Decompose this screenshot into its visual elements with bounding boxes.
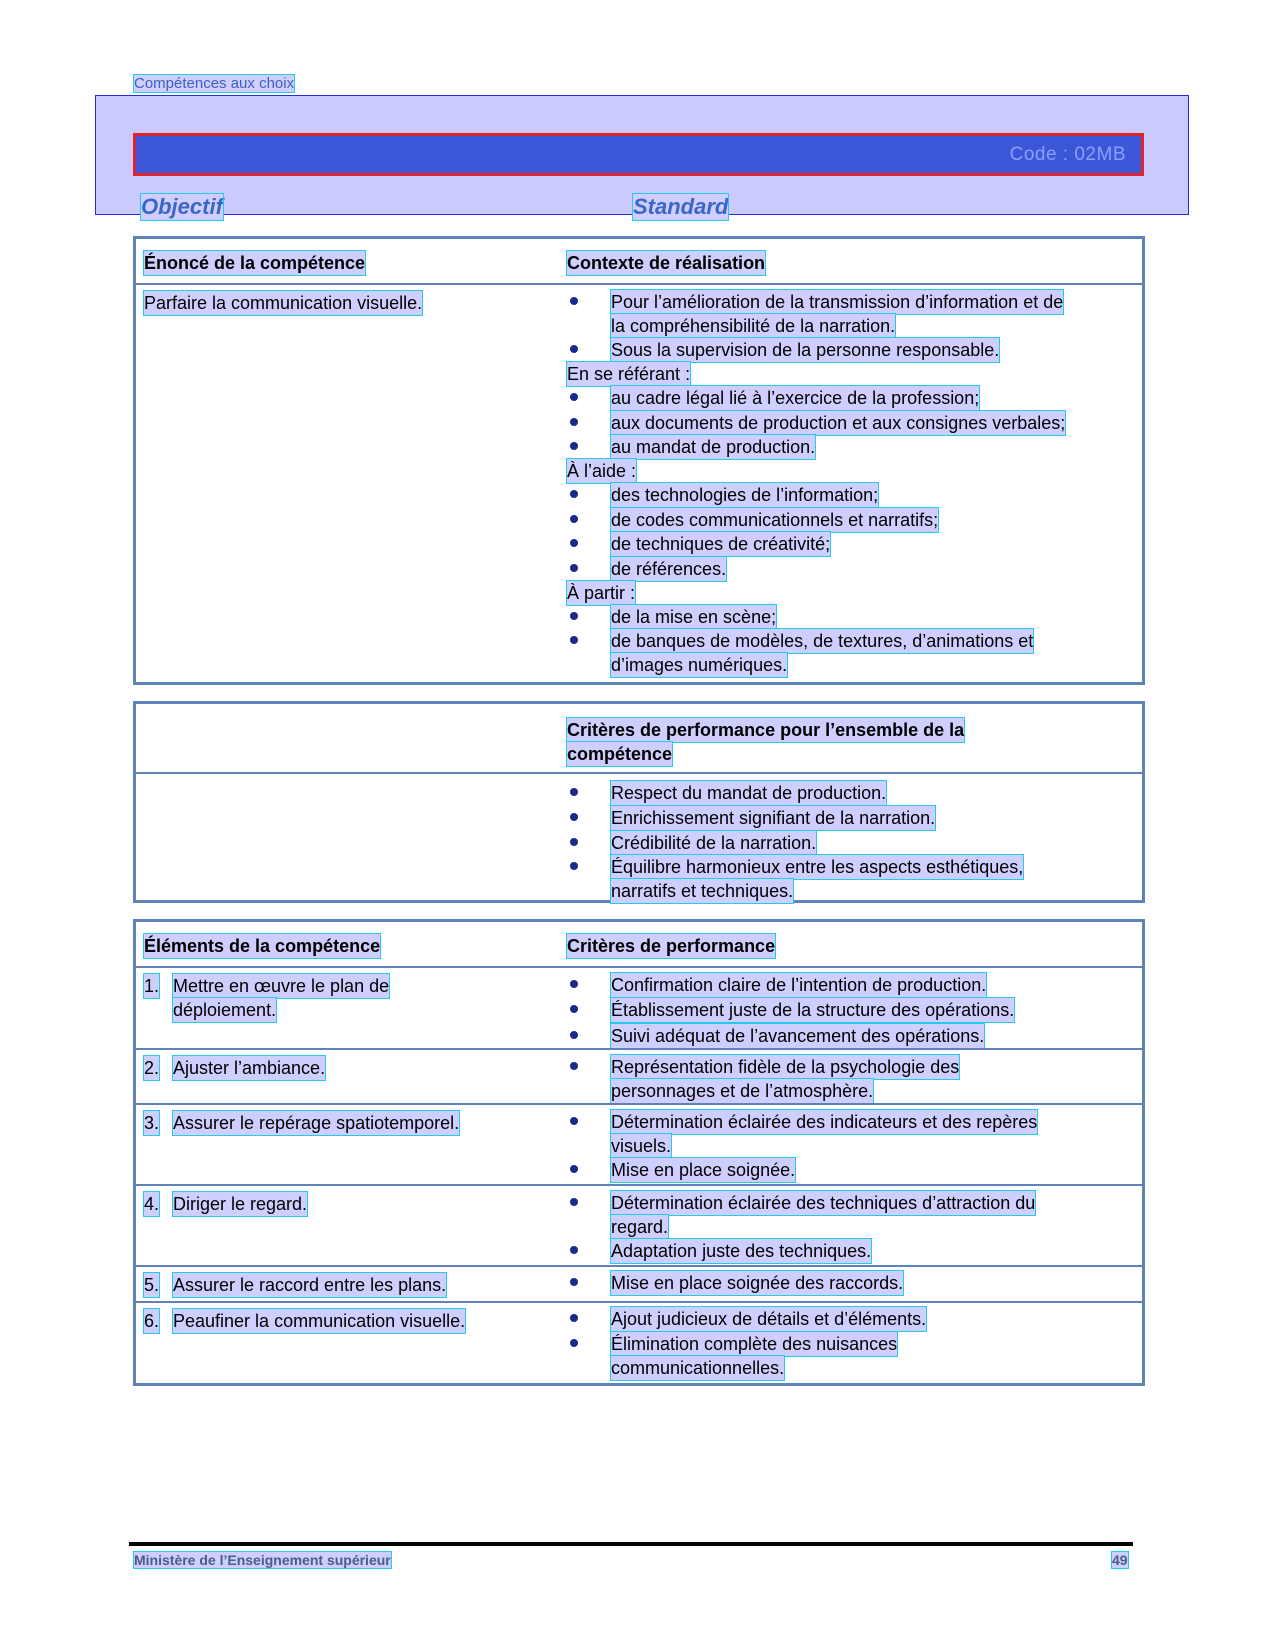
elements-criteria-table bbox=[133, 919, 1145, 1386]
element-number: 1. bbox=[144, 976, 160, 996]
elements-heading: Éléments de la compétence bbox=[144, 936, 381, 956]
context-heading: Contexte de réalisation bbox=[567, 253, 766, 273]
bullet bbox=[570, 813, 578, 821]
context-line: de banques de modèles, de textures, d’animations et bbox=[611, 631, 1034, 651]
bullet bbox=[570, 1246, 578, 1254]
criterion-line: Confirmation claire de l’intention de production. bbox=[611, 975, 987, 995]
element-label: déploiement. bbox=[173, 1000, 277, 1020]
criterion-line: personnages et de l’atmosphère. bbox=[611, 1081, 874, 1101]
bullet bbox=[570, 393, 578, 401]
criterion-line: Représentation fidèle de la psychologie des bbox=[611, 1057, 960, 1077]
overall-criteria-table bbox=[133, 701, 1145, 903]
criterion-line: Équilibre harmonieux entre les aspects esthétiques, bbox=[611, 857, 1024, 877]
criterion-line: Établissement juste de la structure des opérations. bbox=[611, 1000, 1015, 1020]
criterion-line: Élimination complète des nuisances bbox=[611, 1334, 898, 1354]
header-divider bbox=[136, 283, 1142, 285]
row-divider bbox=[136, 1265, 1142, 1267]
criterion-line: Détermination éclairée des indicateurs et des repères bbox=[611, 1112, 1038, 1132]
context-subheading: À partir : bbox=[567, 583, 636, 603]
row-divider bbox=[136, 1301, 1142, 1303]
bullet bbox=[570, 612, 578, 620]
bullet bbox=[570, 564, 578, 572]
criterion-line: Suivi adéquat de l’avancement des opérations. bbox=[611, 1026, 985, 1046]
statement-heading: Énoncé de la compétence bbox=[144, 253, 366, 273]
element-number: 4. bbox=[144, 1194, 160, 1214]
bullet bbox=[570, 980, 578, 988]
context-line: de la mise en scène; bbox=[611, 607, 777, 627]
footer-rule bbox=[129, 1542, 1133, 1546]
context-line: de références. bbox=[611, 559, 727, 579]
bullet bbox=[570, 1339, 578, 1347]
bullet bbox=[570, 1198, 578, 1206]
footer-ministry: Ministère de l’Enseignement supérieur bbox=[134, 1552, 391, 1568]
context-line: la compréhensibilité de la narration. bbox=[611, 316, 896, 336]
context-subheading: À l’aide : bbox=[567, 461, 637, 481]
criterion-line: visuels. bbox=[611, 1136, 672, 1156]
bullet bbox=[570, 862, 578, 870]
context-subheading: En se référant : bbox=[567, 364, 691, 384]
criterion-line: Respect du mandat de production. bbox=[611, 783, 887, 803]
bullet bbox=[570, 345, 578, 353]
element-label: Mettre en œuvre le plan de bbox=[173, 976, 390, 996]
element-label: Ajuster l’ambiance. bbox=[173, 1058, 326, 1078]
criterion-line: Mise en place soignée. bbox=[611, 1160, 796, 1180]
bullet bbox=[570, 442, 578, 450]
context-line: aux documents de production et aux consignes verbales; bbox=[611, 413, 1066, 433]
overall-criteria-heading: Critères de performance pour l’ensemble de la bbox=[567, 720, 965, 740]
objective-heading: Objectif bbox=[141, 194, 223, 219]
competence-statement-table bbox=[133, 236, 1145, 685]
bullet bbox=[570, 297, 578, 305]
criterion-line: Adaptation juste des techniques. bbox=[611, 1241, 872, 1261]
criterion-line: regard. bbox=[611, 1217, 669, 1237]
context-line: de codes communicationnels et narratifs; bbox=[611, 510, 939, 530]
overall-criteria-heading: compétence bbox=[567, 744, 673, 764]
row-divider bbox=[136, 1048, 1142, 1050]
bullet bbox=[570, 838, 578, 846]
criterion-line: Mise en place soignée des raccords. bbox=[611, 1273, 904, 1293]
bullet bbox=[570, 418, 578, 426]
bullet bbox=[570, 1062, 578, 1070]
criterion-line: Détermination éclairée des techniques d’attraction du bbox=[611, 1193, 1036, 1213]
competence-statement: Parfaire la communication visuelle. bbox=[144, 293, 423, 313]
bullet bbox=[570, 539, 578, 547]
element-label: Assurer le raccord entre les plans. bbox=[173, 1275, 447, 1295]
header-divider bbox=[136, 772, 1142, 774]
page-number: 49 bbox=[1112, 1552, 1128, 1568]
bullet bbox=[570, 636, 578, 644]
context-line: d’images numériques. bbox=[611, 655, 788, 675]
page-header: Compétences aux choix bbox=[134, 75, 295, 92]
bullet bbox=[570, 1031, 578, 1039]
criterion-line: Enrichissement signifiant de la narration. bbox=[611, 808, 936, 828]
criteria-heading: Critères de performance bbox=[567, 936, 776, 956]
element-label: Diriger le regard. bbox=[173, 1194, 308, 1214]
context-line: au cadre légal lié à l’exercice de la profession; bbox=[611, 388, 980, 408]
bullet bbox=[570, 788, 578, 796]
code-label: Code : 02MB bbox=[1009, 144, 1126, 165]
element-number: 2. bbox=[144, 1058, 160, 1078]
code-bar bbox=[133, 133, 1144, 176]
bullet bbox=[570, 515, 578, 523]
context-line: Sous la supervision de la personne responsable. bbox=[611, 340, 1000, 360]
element-number: 6. bbox=[144, 1311, 160, 1331]
context-line: de techniques de créativité; bbox=[611, 534, 831, 554]
bullet bbox=[570, 1165, 578, 1173]
context-line: au mandat de production. bbox=[611, 437, 816, 457]
standard-heading: Standard bbox=[633, 194, 729, 219]
criterion-line: Crédibilité de la narration. bbox=[611, 833, 817, 853]
bullet bbox=[570, 1005, 578, 1013]
criterion-line: Ajout judicieux de détails et d’éléments. bbox=[611, 1309, 927, 1329]
header-divider bbox=[136, 966, 1142, 968]
element-label: Peaufiner la communication visuelle. bbox=[173, 1311, 466, 1331]
row-divider bbox=[136, 1184, 1142, 1186]
element-label: Assurer le repérage spatiotemporel. bbox=[173, 1113, 460, 1133]
row-divider bbox=[136, 1103, 1142, 1105]
bullet bbox=[570, 1117, 578, 1125]
criterion-line: communicationnelles. bbox=[611, 1358, 785, 1378]
element-number: 5. bbox=[144, 1275, 160, 1295]
element-number: 3. bbox=[144, 1113, 160, 1133]
bullet bbox=[570, 1278, 578, 1286]
criterion-line: narratifs et techniques. bbox=[611, 881, 794, 901]
context-line: des technologies de l’information; bbox=[611, 485, 879, 505]
bullet bbox=[570, 490, 578, 498]
bullet bbox=[570, 1314, 578, 1322]
context-line: Pour l’amélioration de la transmission d’information et de bbox=[611, 292, 1064, 312]
